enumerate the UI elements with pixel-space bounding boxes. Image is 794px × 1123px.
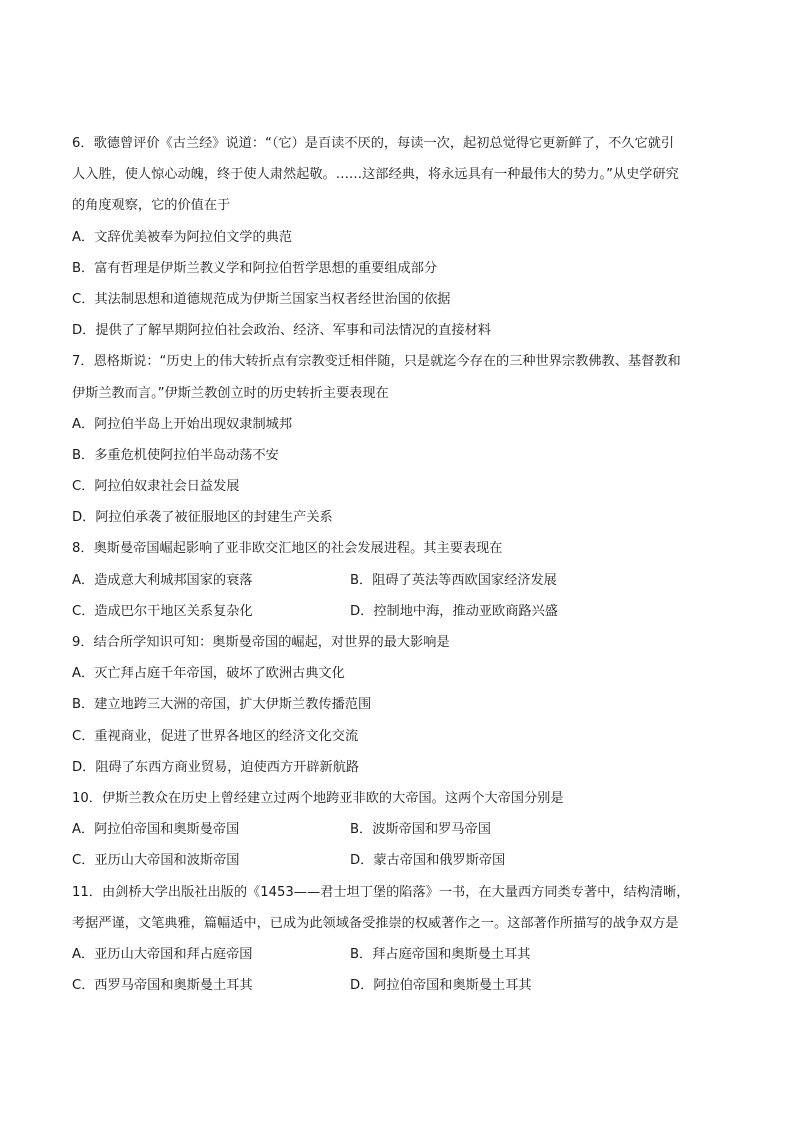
option-a[interactable]: A．亚历山大帝国和拜占庭帝国 — [72, 946, 253, 962]
option-b[interactable]: B．拜占庭帝国和奥斯曼土耳其 — [350, 946, 531, 962]
option-c[interactable]: C．亚历山大帝国和波斯帝国 — [72, 853, 240, 869]
option-row — [72, 970, 724, 1001]
option-d[interactable]: D．阿拉伯帝国和奥斯曼土耳其 — [350, 978, 532, 994]
option-b[interactable]: B．建立地跨三大洲的帝国，扩大伊斯兰教传播范围 — [72, 697, 372, 713]
question-stem: 伊斯兰教而言。”伊斯兰教创立时的历史转折主要表现在 — [72, 385, 389, 401]
option-d[interactable]: D．控制地中海，推动亚欧商路兴盛 — [350, 603, 558, 619]
option-d[interactable]: D．提供了了解早期阿拉伯社会政治、经济、军事和司法情况的直接材料 — [72, 323, 491, 339]
question-stem: 8．奥斯曼帝国崛起影响了亚非欧交汇地区的社会发展进程。其主要表现在 — [72, 541, 503, 557]
option-a[interactable]: A．阿拉伯半岛上开始出现奴隶制城邦 — [72, 416, 293, 432]
option-d[interactable]: D．阿拉伯承袭了被征服地区的封建生产关系 — [72, 510, 333, 526]
option-b[interactable]: B．阻碍了英法等西欧国家经济发展 — [350, 572, 557, 588]
question-stem: 6．歌德曾评价《古兰经》说道：“（它）是百读不厌的，每读一次，起初总觉得它更新鲜了，不久它就引 — [72, 136, 675, 151]
question-10 — [72, 783, 724, 877]
question-stem: 10．伊斯兰教众在历史上曾经建立过两个地跨亚非欧的大帝国。这两个大帝国分别是 — [72, 790, 564, 806]
question-stem: 的角度观察，它的价值在于 — [72, 198, 231, 214]
question-8 — [72, 533, 724, 627]
option-row — [72, 596, 724, 627]
option-row — [72, 814, 724, 845]
question-stem: 9．结合所学知识可知：奥斯曼帝国的崛起，对世界的最大影响是 — [72, 635, 450, 650]
option-row — [72, 565, 724, 596]
option-a[interactable]: A．造成意大利城邦国家的衰落 — [72, 572, 253, 588]
option-row — [72, 939, 724, 970]
option-c[interactable]: C．西罗马帝国和奥斯曼土耳其 — [72, 978, 253, 994]
option-b[interactable]: B．富有哲理是伊斯兰教义学和阿拉伯哲学思想的重要组成部分 — [72, 260, 438, 276]
option-c[interactable]: C．其法制思想和道德规范成为伊斯兰国家当权者经世治国的依据 — [72, 291, 451, 307]
option-c[interactable]: C．造成巴尔干地区关系复杂化 — [72, 603, 253, 619]
question-9 — [72, 627, 724, 783]
question-stem: 11．由剑桥大学出版社出版的《1453——君士坦丁堡的陷落》一书，在大量西方同类专著中，结构清晰， — [72, 884, 690, 900]
option-c[interactable]: C．重视商业，促进了世界各地区的经济文化交流 — [72, 728, 359, 744]
option-b[interactable]: B．波斯帝国和罗马帝国 — [350, 822, 491, 838]
option-d[interactable]: D．蒙古帝国和俄罗斯帝国 — [350, 853, 506, 869]
question-stem: 7．恩格斯说：“历史上的伟大转折点有宗教变迁相伴随，只是就迄今存在的三种世界宗教佛教、基督教和 — [72, 354, 681, 370]
question-11 — [72, 877, 724, 1002]
option-d[interactable]: D．阻碍了东西方商业贸易，迫使西方开辟新航路 — [72, 759, 360, 775]
option-a[interactable]: A．文辞优美被奉为阿拉伯文学的典范 — [72, 229, 293, 245]
question-7 — [72, 346, 724, 533]
option-c[interactable]: C．阿拉伯奴隶社会日益发展 — [72, 479, 240, 495]
question-6 — [72, 128, 724, 346]
question-stem: 人入胜，使人惊心动魄，终于使人肃然起敬。……这部经典，将永远具有一种最伟大的势力。”从史学研究 — [72, 167, 679, 183]
option-b[interactable]: B．多重危机使阿拉伯半岛动荡不安 — [72, 447, 279, 463]
option-a[interactable]: A．阿拉伯帝国和奥斯曼帝国 — [72, 822, 240, 838]
question-stem: 考据严谨，文笔典雅，篇幅适中，已成为此领域备受推崇的权威著作之一。这部著作所描写的战争双方是 — [72, 915, 679, 931]
question-page — [72, 128, 724, 1001]
option-row — [72, 845, 724, 876]
option-a[interactable]: A．灭亡拜占庭千年帝国，破坏了欧洲古典文化 — [72, 666, 345, 682]
